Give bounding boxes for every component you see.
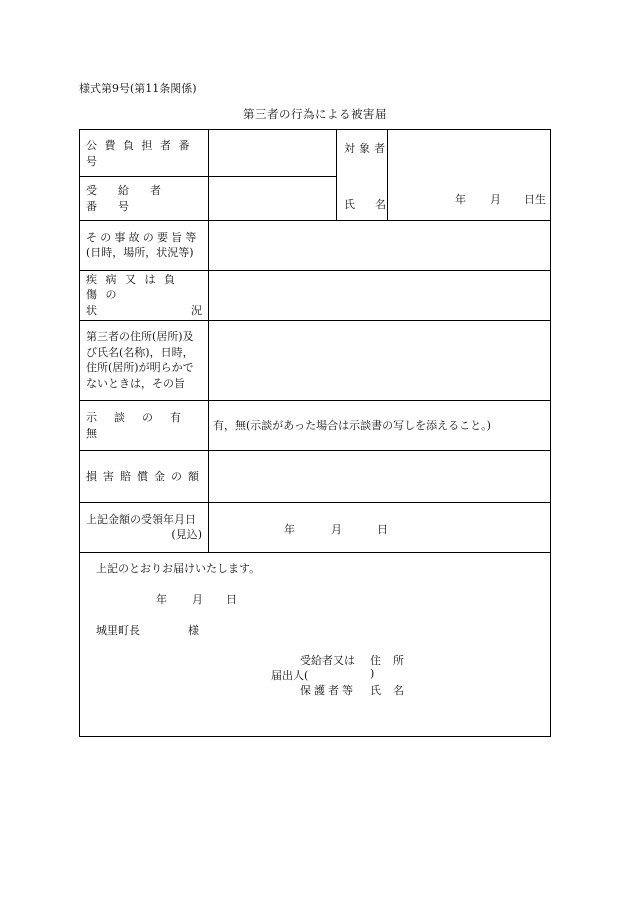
recipient-number-field[interactable] <box>208 176 336 220</box>
birth-month: 月 <box>490 193 501 206</box>
applicant-line-2: 届出人( <box>271 669 309 682</box>
divider <box>80 552 550 553</box>
third-party-label: 第三者の住所(居所)及 び氏名(名称)，日時， 住所(居所)が明らかで ないときは，その旨 <box>86 330 194 390</box>
footer-year: 年 <box>156 593 167 606</box>
subject-label: 対象者 <box>344 142 389 155</box>
injury-field[interactable] <box>208 270 550 320</box>
subject-name-label: 氏名 <box>344 198 406 211</box>
public-payer-number-label: 公費負担者番号 <box>86 139 197 168</box>
addressee: 城里町長 <box>96 624 140 637</box>
accident-summary-label: その事故の要旨等 (日時，場所，状況等) <box>86 230 200 259</box>
settlement-value[interactable]: 有，無(示談があった場合は示談書の写しを添えること。) <box>213 419 491 432</box>
third-party-field[interactable] <box>208 320 550 400</box>
receipt-date-label: 上記金額の受領年月日 (見込) <box>86 512 202 541</box>
damages-field[interactable] <box>208 450 550 502</box>
receipt-day: 日 <box>377 523 388 536</box>
form-number: 様式第9号(第11条関係) <box>79 82 197 95</box>
name-label: 氏名 <box>370 684 416 697</box>
document-title: 第三者の行為による被害届 <box>243 107 387 121</box>
declaration-text: 上記のとおりお届けいたします。 <box>96 562 261 575</box>
damages-label: 損害賠償金の額 <box>86 470 205 483</box>
receipt-year: 年 <box>284 523 295 536</box>
public-payer-number-field[interactable] <box>208 130 336 176</box>
receipt-month: 月 <box>331 523 342 536</box>
divider <box>336 130 337 220</box>
honorific: 様 <box>188 624 199 637</box>
accident-summary-field[interactable] <box>208 220 550 270</box>
applicant-line-2-close: ) <box>370 667 375 680</box>
applicant-line-3: 保護者等 <box>300 684 356 697</box>
settlement-label: 示談の有無 <box>86 411 198 440</box>
birth-year: 年 <box>455 193 466 206</box>
recipient-number-label: 受給者番号 <box>86 184 182 213</box>
birth-day: 日生 <box>524 193 546 206</box>
form-table <box>79 129 551 737</box>
footer-month: 月 <box>192 593 203 606</box>
address-label: 住所 <box>370 654 416 667</box>
injury-label: 疾病又は負傷の 状 況 <box>86 272 202 317</box>
applicant-line-1: 受給者又は <box>300 654 355 667</box>
footer-day: 日 <box>226 593 237 606</box>
